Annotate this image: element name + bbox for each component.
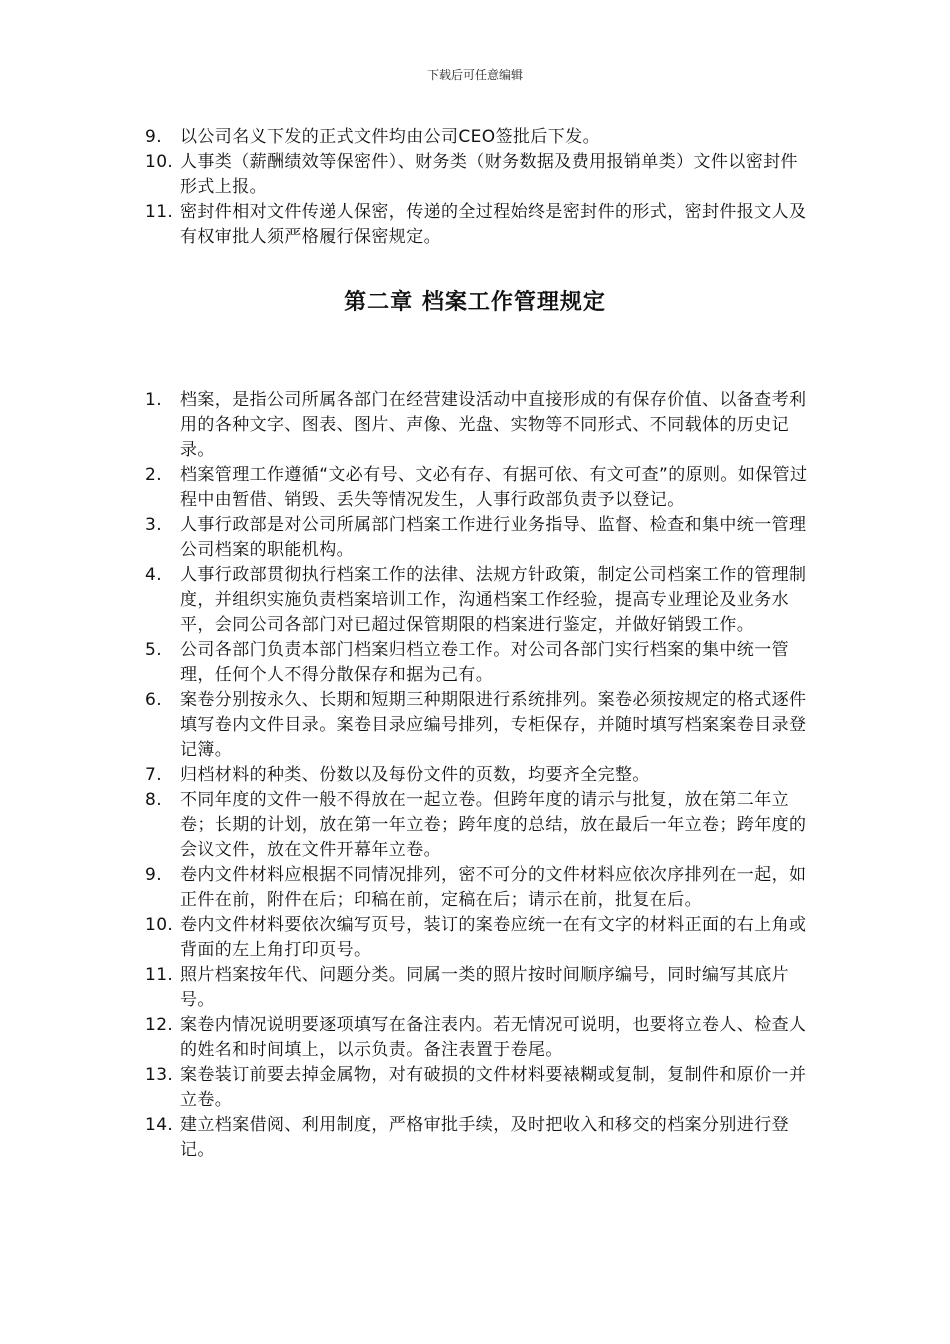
list-item <box>145 513 810 563</box>
item-number: 10. <box>145 915 174 935</box>
list-item <box>145 788 810 863</box>
list-item <box>145 150 810 200</box>
page-header: 下载后可任意编辑 <box>426 68 523 82</box>
list-item <box>145 388 810 463</box>
archive-rules-list <box>145 388 810 1163</box>
list-item <box>145 963 810 1013</box>
list-item <box>145 200 810 250</box>
list-item <box>145 463 810 513</box>
item-number: 1. <box>145 390 163 410</box>
item-text: 照片档案按年代、问题分类。同属一类的照片按时间顺序编号，同时编写其底片号。 <box>180 965 789 1010</box>
list-item <box>145 688 810 763</box>
item-text: 人事行政部贯彻执行档案工作的法律、法规方针政策，制定公司档案工作的管理制度，并组织实施负责档案培训工作，沟通档案工作经验，提高专业理论及业务水平，会同公司各部门对已超过保管期限的档案进行鉴定，并做好销毁工作。 <box>180 565 807 635</box>
item-text: 案卷分别按永久、长期和短期三种期限进行系统排列。案卷必须按规定的格式逐件填写卷内文件目录。案卷目录应编号排列，专柜保存，并随时填写档案案卷目录登记簿。 <box>180 690 807 760</box>
item-text: 归档材料的种类、份数以及每份文件的页数，均要齐全完整。 <box>180 765 650 785</box>
item-number: 14. <box>145 1115 174 1135</box>
item-number: 13. <box>145 1065 174 1085</box>
item-number: 11. <box>145 965 174 985</box>
list-item <box>145 563 810 638</box>
list-item <box>145 1063 810 1113</box>
list-item <box>145 125 810 150</box>
item-number: 3. <box>145 515 163 535</box>
item-number: 9. <box>145 127 163 147</box>
item-text: 以公司名义下发的正式文件均由公司CEO签批后下发。 <box>180 127 600 147</box>
item-number: 8. <box>145 790 163 810</box>
item-text: 密封件相对文件传递人保密，传递的全过程始终是密封件的形式，密封件报文人及有权审批人须严格履行保密规定。 <box>180 202 807 247</box>
item-number: 11. <box>145 202 174 222</box>
chapter-title: 第二章 档案工作管理规定 <box>344 290 606 315</box>
item-number: 12. <box>145 1015 174 1035</box>
item-text: 人事行政部是对公司所属部门档案工作进行业务指导、监督、检查和集中统一管理公司档案的职能机构。 <box>180 515 807 560</box>
list-item <box>145 763 810 788</box>
item-text: 案卷装订前要去掉金属物，对有破损的文件材料要裱糊或复制，复制件和原价一并立卷。 <box>180 1065 807 1110</box>
item-text: 人事类（薪酬绩效等保密件）、财务类（财务数据及费用报销单类）文件以密封件形式上报。 <box>180 152 798 197</box>
item-number: 6. <box>145 690 163 710</box>
prior-rules-list <box>145 125 810 250</box>
item-text: 建立档案借阅、利用制度，严格审批手续，及时把收入和移交的档案分别进行登记。 <box>180 1115 789 1160</box>
list-item <box>145 863 810 913</box>
item-text: 卷内文件材料要依次编写页号，装订的案卷应统一在有文字的材料正面的右上角或背面的左上角打印页号。 <box>180 915 807 960</box>
item-number: 5. <box>145 640 163 660</box>
item-number: 7. <box>145 765 163 785</box>
item-number: 4. <box>145 565 163 585</box>
item-text: 不同年度的文件一般不得放在一起立卷。但跨年度的请示与批复，放在第二年立卷；长期的计划，放在第一年立卷；跨年度的总结，放在最后一年立卷；跨年度的会议文件，放在文件开幕年立卷。 <box>180 790 807 860</box>
item-text: 案卷内情况说明要逐项填写在备注表内。若无情况可说明，也要将立卷人、检查人的姓名和时间填上，以示负责。备注表置于卷尾。 <box>180 1015 807 1060</box>
item-text: 公司各部门负责本部门档案归档立卷工作。对公司各部门实行档案的集中统一管理，任何个人不得分散保存和据为己有。 <box>180 640 789 685</box>
list-item <box>145 1113 810 1163</box>
item-number: 2. <box>145 465 163 485</box>
item-number: 10. <box>145 152 174 172</box>
item-text: 档案管理工作遵循“文必有号、文必有存、有据可依、有文可查”的原则。如保管过程中由暂借、销毁、丢失等情况发生，人事行政部负责予以登记。 <box>180 465 808 510</box>
item-text: 卷内文件材料应根据不同情况排列，密不可分的文件材料应依次序排列在一起，如正件在前，附件在后；印稿在前，定稿在后；请示在前，批复在后。 <box>180 865 807 910</box>
item-number: 9. <box>145 865 163 885</box>
list-item <box>145 1013 810 1063</box>
list-item <box>145 913 810 963</box>
item-text: 档案，是指公司所属各部门在经营建设活动中直接形成的有保存价值、以备查考利用的各种文字、图表、图片、声像、光盘、实物等不同形式、不同载体的历史记录。 <box>180 390 807 460</box>
list-item <box>145 638 810 688</box>
